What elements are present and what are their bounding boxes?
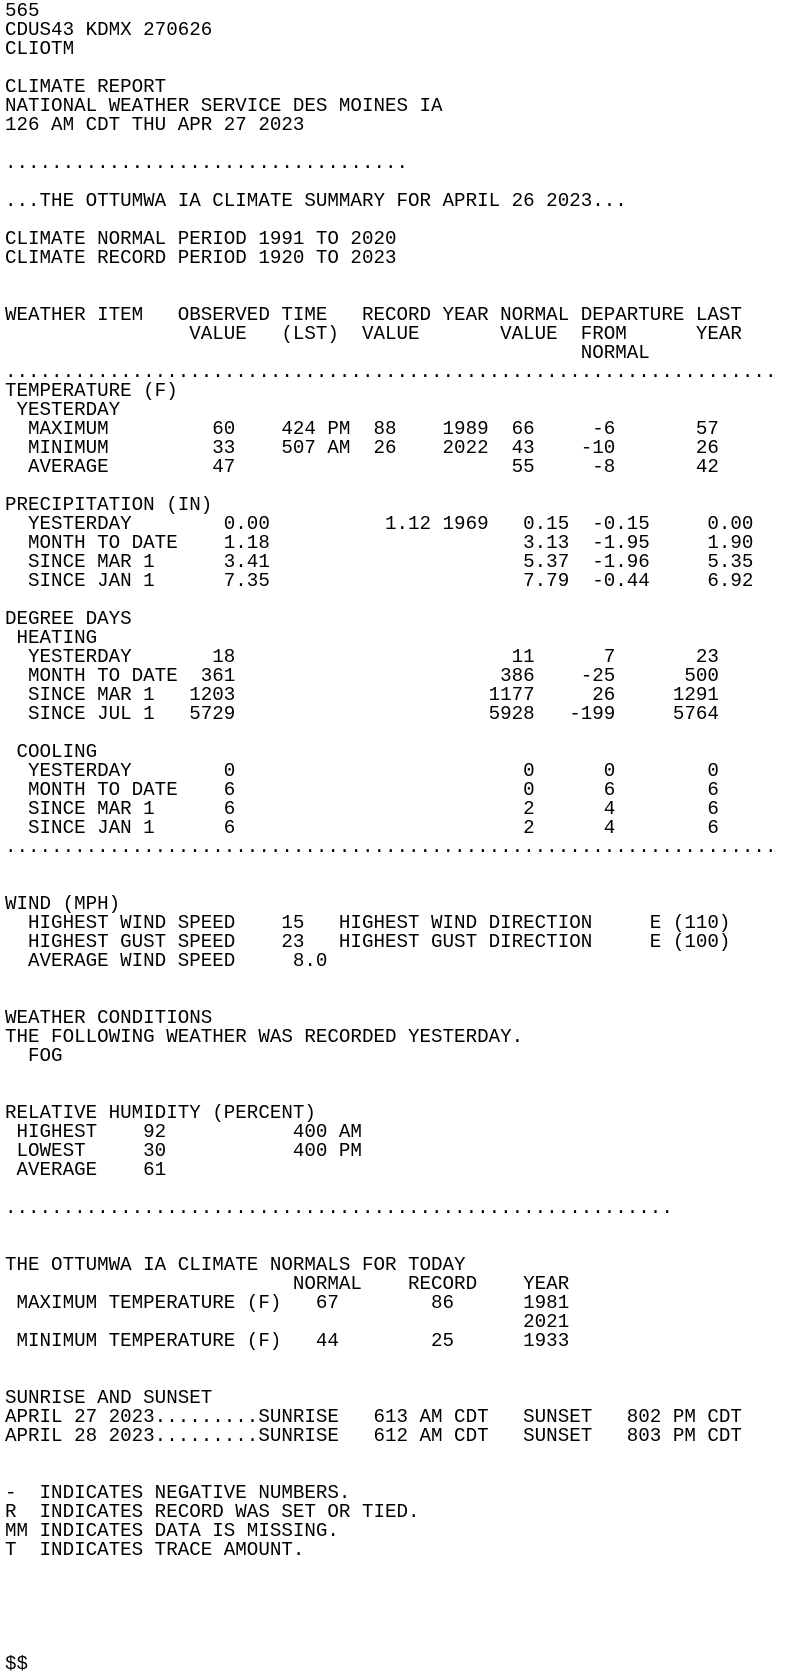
report-line xyxy=(5,1598,810,1617)
report-line xyxy=(5,268,810,287)
report-line: 126 AM CDT THU APR 27 2023 xyxy=(5,114,305,136)
report-line xyxy=(5,1636,810,1655)
report-line xyxy=(5,1579,810,1598)
report-line: MINIMUM TEMPERATURE (F) 44 25 1933 xyxy=(5,1330,570,1352)
report-line: DEGREE DAYS xyxy=(5,608,132,630)
report-line: SINCE JAN 1 6 2 4 6 xyxy=(5,817,719,839)
report-line: AVERAGE WIND SPEED 8.0 xyxy=(5,950,328,972)
report-line: R INDICATES RECORD WAS SET OR TIED. xyxy=(5,1501,420,1523)
report-line: AVERAGE 47 55 -8 42 xyxy=(5,456,719,478)
report-line: .......................................................... xyxy=(5,1197,673,1219)
report-line: MAXIMUM 60 424 PM 88 1989 66 -6 57 xyxy=(5,418,719,440)
report-line: VALUE (LST) VALUE VALUE FROM YEAR xyxy=(5,323,742,345)
report-line: $$ xyxy=(5,1653,29,1674)
report-line: MINIMUM 33 507 AM 26 2022 43 -10 26 xyxy=(5,437,719,459)
report-line xyxy=(5,1617,810,1636)
report-line: ................................................................... xyxy=(5,836,777,858)
report-line xyxy=(5,1066,810,1085)
report-line: NORMAL xyxy=(5,342,650,364)
report-line: FOG xyxy=(5,1045,63,1067)
report-line: CDUS43 KDMX 270626 xyxy=(5,19,213,41)
report-line: WEATHER ITEM OBSERVED TIME RECORD YEAR NORMAL DEPARTURE LAST xyxy=(5,304,742,326)
report-line: - INDICATES NEGATIVE NUMBERS. xyxy=(5,1482,351,1504)
report-line: T INDICATES TRACE AMOUNT. xyxy=(5,1539,305,1561)
report-line: WIND (MPH) xyxy=(5,893,121,915)
report-line: MM INDICATES DATA IS MISSING. xyxy=(5,1520,339,1542)
report-line: SINCE JAN 1 7.35 7.79 -0.44 6.92 xyxy=(5,570,754,592)
report-line: TEMPERATURE (F) xyxy=(5,380,178,402)
report-line: 2021 xyxy=(5,1311,570,1333)
report-line: YESTERDAY 0.00 1.12 1969 0.15 -0.15 0.00 xyxy=(5,513,754,535)
report-line: AVERAGE 61 xyxy=(5,1159,167,1181)
report-line: CLIMATE NORMAL PERIOD 1991 TO 2020 xyxy=(5,228,397,250)
report-line: YESTERDAY 18 11 7 23 xyxy=(5,646,719,668)
report-line: APRIL 27 2023.........SUNRISE 613 AM CDT SUNSET 802 PM CDT xyxy=(5,1406,742,1428)
report-line xyxy=(5,1351,810,1370)
report-line: SINCE MAR 1 1203 1177 26 1291 xyxy=(5,684,719,706)
report-line xyxy=(5,1218,810,1237)
report-line: SINCE MAR 1 3.41 5.37 -1.96 5.35 xyxy=(5,551,754,573)
report-line: MONTH TO DATE 361 386 -25 500 xyxy=(5,665,719,687)
report-line: COOLING xyxy=(5,741,98,763)
report-line: CLIOTM xyxy=(5,38,75,60)
report-line xyxy=(5,724,810,743)
report-line xyxy=(5,876,810,895)
report-line: MONTH TO DATE 1.18 3.13 -1.95 1.90 xyxy=(5,532,754,554)
report-line xyxy=(5,857,810,876)
report-line: HIGHEST WIND SPEED 15 HIGHEST WIND DIRECTION E (110) xyxy=(5,912,731,934)
report-line: THE FOLLOWING WEATHER WAS RECORDED YESTERDAY. xyxy=(5,1026,524,1048)
report-line: CLIMATE REPORT xyxy=(5,76,167,98)
report-line xyxy=(5,1446,810,1465)
report-line: APRIL 28 2023.........SUNRISE 612 AM CDT SUNSET 803 PM CDT xyxy=(5,1425,742,1447)
report-line: 565 xyxy=(5,0,40,22)
report-line: HEATING xyxy=(5,627,98,649)
report-line xyxy=(5,971,810,990)
report-line: ................................... xyxy=(5,152,409,174)
report-line: SINCE MAR 1 6 2 4 6 xyxy=(5,798,719,820)
report-line: NATIONAL WEATHER SERVICE DES MOINES IA xyxy=(5,95,443,117)
report-line xyxy=(5,1560,810,1579)
report-line: ................................................................... xyxy=(5,361,777,383)
report-line: LOWEST 30 400 PM xyxy=(5,1140,362,1162)
report-line: THE OTTUMWA IA CLIMATE NORMALS FOR TODAY xyxy=(5,1254,466,1276)
report-line: SUNRISE AND SUNSET xyxy=(5,1387,213,1409)
report-line: PRECIPITATION (IN) xyxy=(5,494,213,516)
report-line: NORMAL RECORD YEAR xyxy=(5,1273,570,1295)
report-line: WEATHER CONDITIONS xyxy=(5,1007,213,1029)
report-line: HIGHEST GUST SPEED 23 HIGHEST GUST DIRECTION E (100) xyxy=(5,931,731,953)
report-line: MONTH TO DATE 6 0 6 6 xyxy=(5,779,719,801)
report-line: SINCE JUL 1 5729 5928 -199 5764 xyxy=(5,703,719,725)
report-line: MAXIMUM TEMPERATURE (F) 67 86 1981 xyxy=(5,1292,570,1314)
report-line: CLIMATE RECORD PERIOD 1920 TO 2023 xyxy=(5,247,397,269)
report-line: YESTERDAY xyxy=(5,399,121,421)
report-line: ...THE OTTUMWA IA CLIMATE SUMMARY FOR APRIL 26 2023... xyxy=(5,190,627,212)
report-line: HIGHEST 92 400 AM xyxy=(5,1121,362,1143)
report-line: RELATIVE HUMIDITY (PERCENT) xyxy=(5,1102,316,1124)
report-line: YESTERDAY 0 0 0 0 xyxy=(5,760,719,782)
